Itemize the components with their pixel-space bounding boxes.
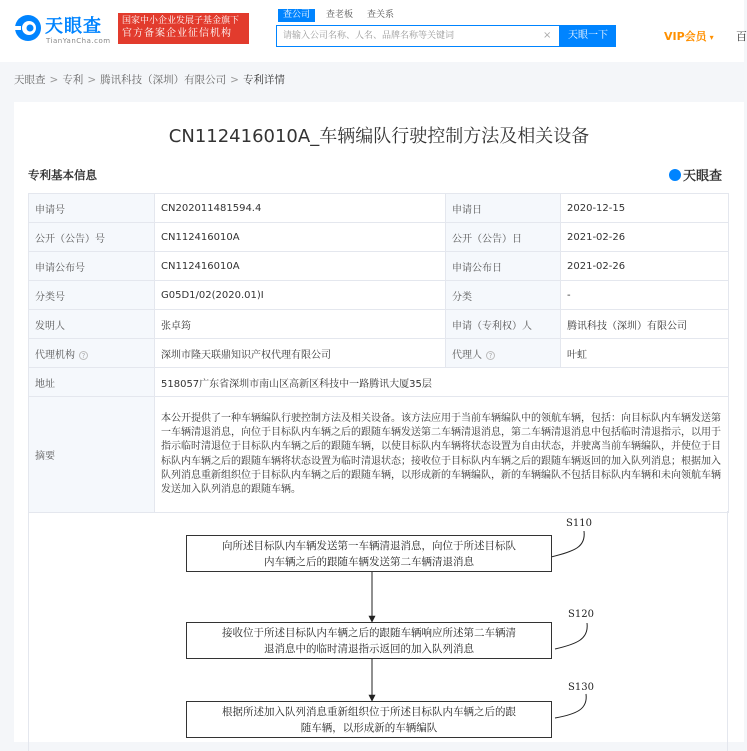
flow-step-text: 向所述目标队内车辆发送第一车辆清退消息，向位于所述目标队 [222, 540, 516, 552]
top-header [0, 0, 747, 62]
logo-text: 天眼查 [45, 16, 102, 37]
breadcrumb [14, 72, 285, 88]
applicant-link[interactable]: 腾讯科技（深圳）有限公司 [561, 310, 729, 339]
eye-logo-icon [669, 169, 681, 181]
step-leader [555, 623, 587, 649]
agency-link[interactable]: 深圳市隆天联鼎知识产权代理有限公司 [155, 339, 446, 368]
table-row [29, 339, 729, 368]
table-row [29, 194, 729, 223]
help-icon[interactable]: ? [486, 351, 495, 360]
flow-step-text: 退消息中的临时清退指示返回的加入队列消息 [264, 643, 474, 655]
label-agent [446, 339, 561, 368]
label-app-publication-number: 申请公布号 [29, 252, 155, 281]
badge-line2: 官方备案企业征信机构 [122, 28, 232, 39]
label-inventor: 发明人 [29, 310, 155, 339]
flow-step-text: 根据所述加入队列消息重新组织位于所述目标队内车辆之后的跟 [222, 706, 516, 718]
table-row [29, 281, 729, 310]
tab-search-company[interactable]: 查公司 [278, 9, 315, 22]
search-button[interactable]: 天眼一下 [560, 25, 616, 47]
table-row [29, 223, 729, 252]
value-app-publication-date: 2021-02-26 [561, 252, 729, 281]
tianyancha-watermark [669, 165, 722, 184]
eye-logo-icon [14, 14, 42, 42]
help-icon[interactable]: ? [79, 351, 88, 360]
label-abstract: 摘要 [29, 397, 155, 513]
value-category: - [561, 281, 729, 310]
table-row [29, 368, 729, 397]
value-publication-number: CN112416010A [155, 223, 446, 252]
label-applicant: 申请（专利权）人 [446, 310, 561, 339]
official-badge [118, 13, 249, 44]
flow-step-box [186, 622, 552, 659]
label-publication-number: 公开（公告）号 [29, 223, 155, 252]
watermark-text: 天眼查 [683, 169, 723, 184]
step-leader [551, 531, 584, 557]
section-title: 专利基本信息 [28, 168, 97, 182]
breadcrumb-home[interactable]: 天眼查 [14, 74, 46, 86]
patent-drawing [28, 511, 728, 751]
value-agent: 叶虹 [561, 339, 729, 368]
badge-line1: 国家中小企业发展子基金旗下 [122, 16, 240, 26]
patent-info-table [28, 193, 729, 513]
label-address: 地址 [29, 368, 155, 397]
flow-step-box [186, 701, 552, 738]
tianyancha-logo[interactable] [14, 12, 114, 48]
value-application-number: CN202011481594.4 [155, 194, 446, 223]
breadcrumb-patent[interactable]: 专利 [62, 74, 84, 86]
value-inventor: 张卓筠 [155, 310, 446, 339]
agent-label-text: 代理人 [452, 349, 482, 361]
step-id: S130 [568, 682, 594, 693]
label-category: 分类 [446, 281, 561, 310]
flow-step-text: 随车辆，以形成新的车辆编队 [300, 722, 438, 734]
value-application-date: 2020-12-15 [561, 194, 729, 223]
vip-label: VIP会员 [664, 30, 707, 43]
value-abstract: 本公开提供了一种车辆编队行驶控制方法及相关设备。该方法应用于当前车辆编队中的领航车辆，包括：向目标队内车辆发送第一车辆清退消息，向位于目标队内车辆之后的跟随车辆发送第二车辆清退消息，第二车辆清退消息中包括临时清退指示，以用于指示临时清退位于目标队内车辆之后的跟随车辆，以使目标队内车辆将状态设置为自由状态，并驶离当前车辆编队，并使位于目标队内车辆之后的跟随车辆将状态设置为临时清退状态；接收位于目标队内车辆之后的跟随车辆返回的加入队列消息；根据加入队列消息重新组织位于目标队内车辆之后的跟随车辆，以形成新的车辆编队，新的车辆编队不包括目标队内车辆和未向领航车辆发送加入队列消息的跟随车辆。 [155, 397, 729, 513]
label-publication-date: 公开（公告）日 [446, 223, 561, 252]
table-row [29, 252, 729, 281]
search-input[interactable] [283, 28, 541, 44]
search-box [276, 25, 560, 47]
step-id: S120 [568, 609, 594, 620]
label-app-publication-date: 申请公布日 [446, 252, 561, 281]
page-title: CN112416010A_车辆编队行驶控制方法及相关设备 [168, 126, 590, 147]
tab-search-relation[interactable]: 查关系 [367, 10, 395, 20]
breadcrumb-company[interactable]: 腾讯科技（深圳）有限公司 [100, 74, 227, 86]
step-leader [555, 694, 586, 718]
value-classification-number: G05D1/02(2020.01)I [155, 281, 446, 310]
label-agency [29, 339, 155, 368]
vip-menu[interactable] [664, 28, 714, 44]
breadcrumb-current: 专利详情 [242, 74, 285, 86]
tab-search-boss[interactable]: 查老板 [326, 10, 354, 20]
value-app-publication-number: CN112416010A [155, 252, 446, 281]
value-address: 518057广东省深圳市南山区高新区科技中一路腾讯大厦35层 [155, 368, 729, 397]
clear-icon[interactable]: × [543, 30, 552, 41]
label-application-number: 申请号 [29, 194, 155, 223]
breadcrumb-separator: > [230, 74, 239, 86]
table-row [29, 397, 729, 513]
breadcrumb-separator: > [87, 74, 97, 86]
truncated-nav-item[interactable]: 百 [736, 30, 747, 43]
logo-domain: TianYanCha.com [46, 37, 111, 45]
agency-label-text: 代理机构 [35, 349, 75, 361]
flow-step-text: 内车辆之后的跟随车辆发送第二车辆清退消息 [264, 556, 474, 568]
patent-detail-card [14, 102, 744, 742]
breadcrumb-separator: > [49, 74, 59, 86]
flow-step-text: 接收位于所述目标队内车辆之后的跟随车辆响应所述第二车辆清 [222, 627, 516, 639]
table-row [29, 310, 729, 339]
chevron-down-icon: ▾ [709, 33, 714, 42]
label-application-date: 申请日 [446, 194, 561, 223]
value-publication-date: 2021-02-26 [561, 223, 729, 252]
step-id: S110 [566, 518, 592, 529]
flow-step-box [186, 535, 552, 572]
label-classification-number: 分类号 [29, 281, 155, 310]
